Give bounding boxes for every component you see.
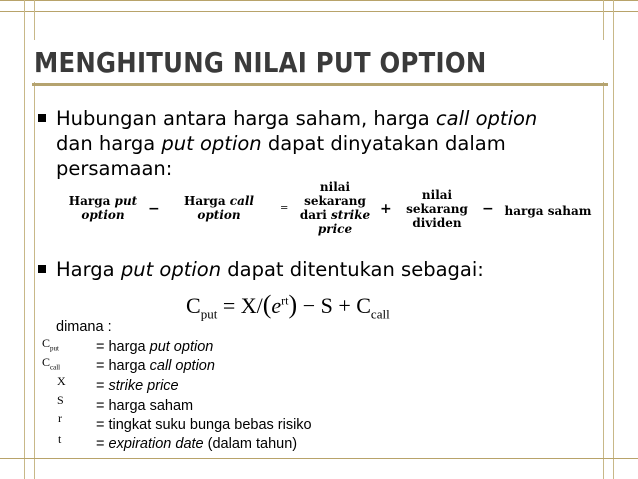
symbol-t: t	[58, 432, 62, 446]
bullet-square-icon	[38, 114, 46, 122]
plus-operator: +	[380, 201, 392, 217]
frame-line	[0, 0, 638, 1]
minus-operator: −	[482, 201, 494, 217]
bullet-square-icon	[38, 265, 46, 273]
term-harga-call-option: Harga call option	[184, 194, 254, 222]
frame-vertical-line	[613, 0, 614, 479]
symbol-x: X	[57, 374, 66, 388]
put-option-formula: $C_{put} = X/(e^{rt}) - S + C_{call}$	[186, 290, 390, 322]
symbol-s: S	[57, 393, 64, 407]
bullet1-line2: dan harga put option dapat dinyatakan dalam	[56, 132, 506, 155]
minus-operator: −	[148, 201, 160, 217]
symbol-c-put: $C_{put}$	[42, 336, 59, 353]
frame-line	[0, 11, 638, 12]
frame-bottom-line	[0, 458, 638, 459]
legend-row: = harga put option	[96, 339, 214, 355]
slide-title: MENGHITUNG NILAI PUT OPTION	[34, 46, 487, 79]
title-underline	[32, 83, 608, 86]
equals-operator: =	[280, 203, 289, 214]
legend-row: = strike price	[96, 378, 179, 394]
legend-heading: dimana :	[56, 319, 112, 335]
symbol-r: r	[58, 411, 62, 425]
symbol-c-call: $C_{call}$	[42, 355, 61, 372]
legend-row: = harga call option	[96, 358, 215, 374]
frame-vertical-line	[24, 0, 25, 479]
bullet2-text: Harga put option dapat ditentukan sebagai:	[56, 258, 484, 281]
term-nilai-sekarang-dividen: nilai sekarang dividen	[406, 188, 468, 230]
legend-row: = tingkat suku bunga bebas risiko	[96, 417, 312, 433]
term-harga-saham: harga saham	[504, 204, 592, 218]
legend-row: = harga saham	[96, 398, 194, 414]
bullet1-line1: Hubungan antara harga saham, harga call option	[56, 107, 538, 130]
term-nilai-sekarang-strike-price: nilai sekarang dari strike price	[299, 180, 371, 236]
top-frame	[0, 0, 638, 12]
legend-row: = expiration date (dalam tahun)	[96, 436, 298, 452]
bullet1-line3: persamaan:	[56, 157, 173, 180]
term-harga-put-option: Harga put option	[68, 194, 138, 222]
